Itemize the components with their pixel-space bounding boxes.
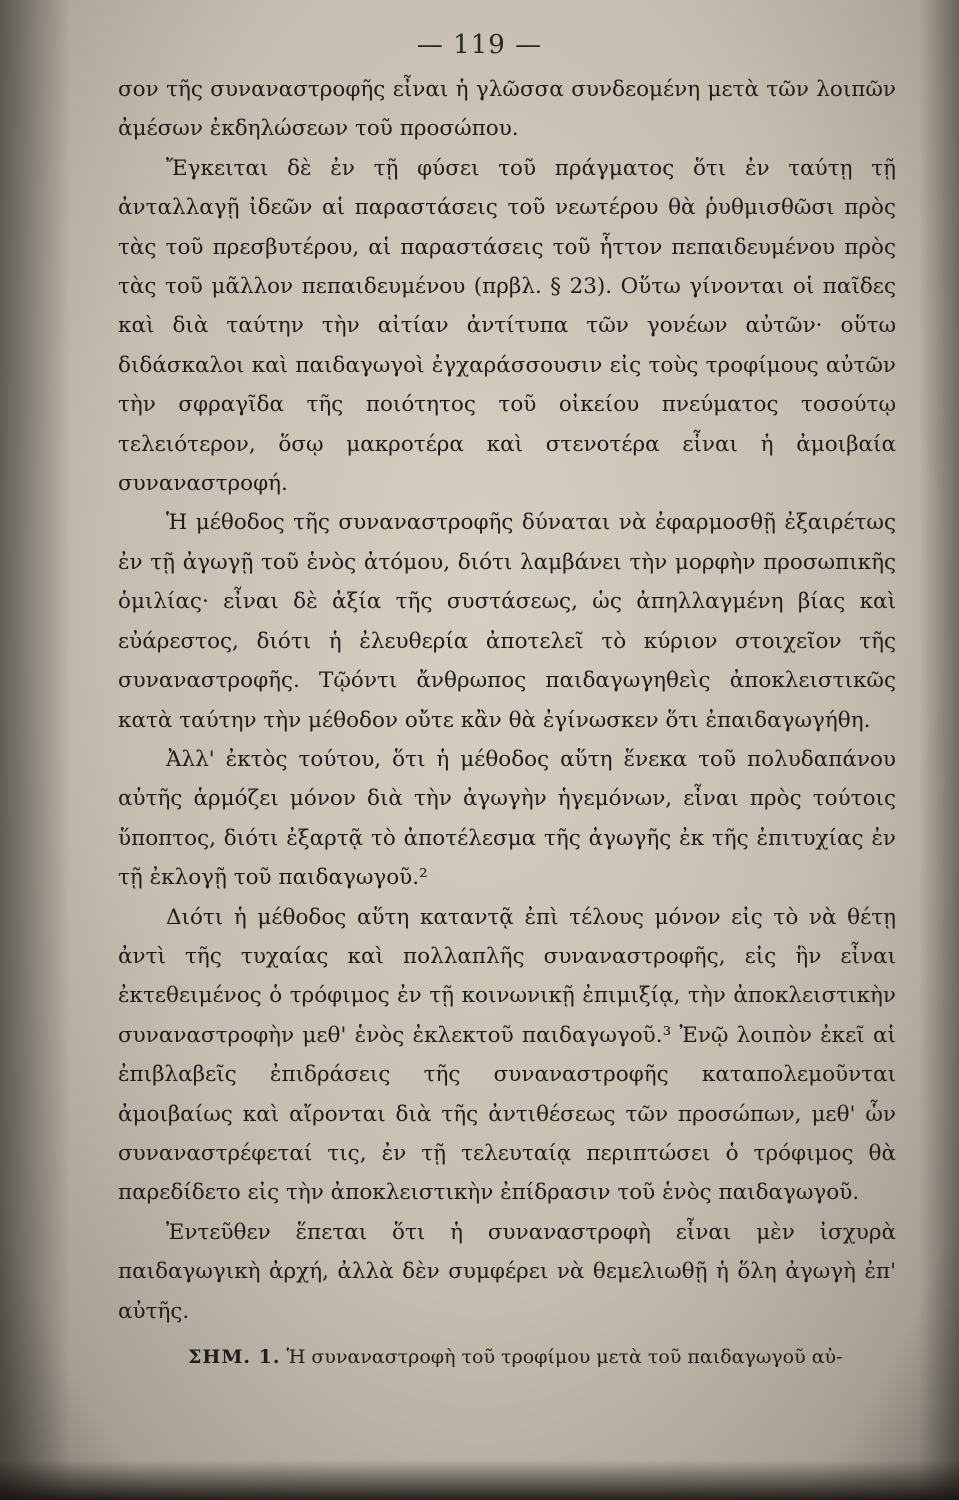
body-text bbox=[118, 70, 896, 1331]
page-edge-shadow bbox=[919, 0, 959, 1500]
paragraph: Διότι ἡ μέθοδος αὕτη καταντᾷ ἐπὶ τέλους μόνον εἰς τὸ νὰ θέτῃ ἀντὶ τῆς τυχαίας καὶ πολλαπλῆς συναναστροφῆς, εἰς ἣν εἶναι ἐκτεθειμένος ὁ τρόφιμος ἐν τῇ κοινωνικῇ ἐπιμιξίᾳ, τὴν ἀποκλειστικὴν συναναστροφὴν μεθ' ἑνὸς ἐκλεκτοῦ παιδαγωγοῦ.³ Ἐνῷ λοιπὸν ἐκεῖ αἱ ἐπιβλαβεῖς ἐπιδράσεις τῆς συναναστροφῆς καταπολεμοῦνται ἀμοιβαίως καὶ αἴρονται διὰ τῆς ἀντιθέσεως τῶν προσώπων, μεθ' ὧν συναναστρέφεταί τις, ἐν τῇ τελευταίᾳ περιπτώσει ὁ τρόφιμος θὰ παρεδίδετο εἰς τὴν ἀποκλειστικὴν ἐπίδρασιν τοῦ ἑνὸς παιδαγωγοῦ. bbox=[118, 904, 896, 1206]
paragraph: Ἐντεῦθεν ἕπεται ὅτι ἡ συναναστροφὴ εἶναι μὲν ἰσχυρὰ παιδαγωγικὴ ἀρχή, ἀλλὰ δὲν συμφέρει νὰ θεμελιωθῇ ἡ ὅλη ἀγωγὴ ἐπ' αὐτῆς. bbox=[118, 1219, 896, 1324]
paragraph: Ἡ μέθοδος τῆς συναναστροφῆς δύναται νὰ ἐφαρμοσθῇ ἐξαιρέτως ἐν τῇ ἀγωγῇ τοῦ ἑνὸς ἀτόμου, διότι λαμβάνει τὴν μορφὴν προσωπικῆς ὁμιλίας· εἶναι δὲ ἀξία τῆς συστάσεως, ὡς ἀπηλλαγμένη βίας καὶ εὐάρεστος, διότι ἡ ἐλευθερία ἀποτελεῖ τὸ κύριον στοιχεῖον τῆς συναναστροφῆς. Τῷόντι ἄνθρωπος παιδαγωγηθεὶς ἀποκλειστικῶς κατὰ ταύτην τὴν μέθοδον οὔτε κἂν θὰ ἐγίνωσκεν ὅτι ἐπαιδαγωγήθη. bbox=[118, 510, 896, 733]
footnote bbox=[118, 1342, 896, 1372]
page-bottom-edge bbox=[0, 1460, 959, 1500]
binding-shadow bbox=[0, 0, 70, 1500]
paragraph: Ἀλλ' ἐκτὸς τούτου, ὅτι ἡ μέθοδος αὕτη ἕνεκα τοῦ πολυδαπάνου αὐτῆς ἁρμόζει μόνον διὰ τὴν ἀγωγὴν ἡγεμόνων, εἶναι πρὸς τούτοις ὕποπτος, διότι ἐξαρτᾷ τὸ ἀποτέλεσμα τῆς ἀγωγῆς ἐκ τῆς ἐπιτυχίας ἐν τῇ ἐκλογῇ τοῦ παιδαγωγοῦ.² bbox=[118, 746, 896, 891]
footnote-label: ΣΗΜ. 1. bbox=[188, 1346, 281, 1368]
page-number: — 119 — bbox=[416, 30, 543, 60]
footnote-text: Ἡ συναναστροφὴ τοῦ τροφίμου μετὰ τοῦ παιδαγωγοῦ αὐ- bbox=[286, 1346, 843, 1368]
paragraph-continuation: σον τῆς συναναστροφῆς εἶναι ἡ γλῶσσα συνδεομένη μετὰ τῶν λοιπῶν ἀμέσων ἐκδηλώσεων τοῦ προσώπου. bbox=[118, 77, 896, 142]
paragraph: Ἔγκειται δὲ ἐν τῇ φύσει τοῦ πράγματος ὅτι ἐν ταύτῃ τῇ ἀνταλλαγῇ ἰδεῶν αἱ παραστάσεις τοῦ νεωτέρου θὰ ῥυθμισθῶσι πρὸς τὰς τοῦ πρεσβυτέρου, αἱ παραστάσεις τοῦ ἧττον πεπαιδευμένου πρὸς τὰς τοῦ μᾶλλον πεπαιδευμένου (πρβλ. § 23). Οὕτω γίνονται οἱ παῖδες καὶ διὰ ταύτην τὴν αἰτίαν ἀντίτυπα τῶν γονέων αὐτῶν· οὕτω διδάσκαλοι καὶ παιδαγωγοὶ ἐγχαράσσουσιν εἰς τοὺς τροφίμους αὐτῶν τὴν σφραγῖδα τῆς ποιότητος τοῦ οἰκείου πνεύματος τοσούτῳ τελειότερον, ὅσῳ μακροτέρα καὶ στενοτέρα εἶναι ἡ ἀμοιβαία συναναστροφή. bbox=[118, 155, 896, 497]
